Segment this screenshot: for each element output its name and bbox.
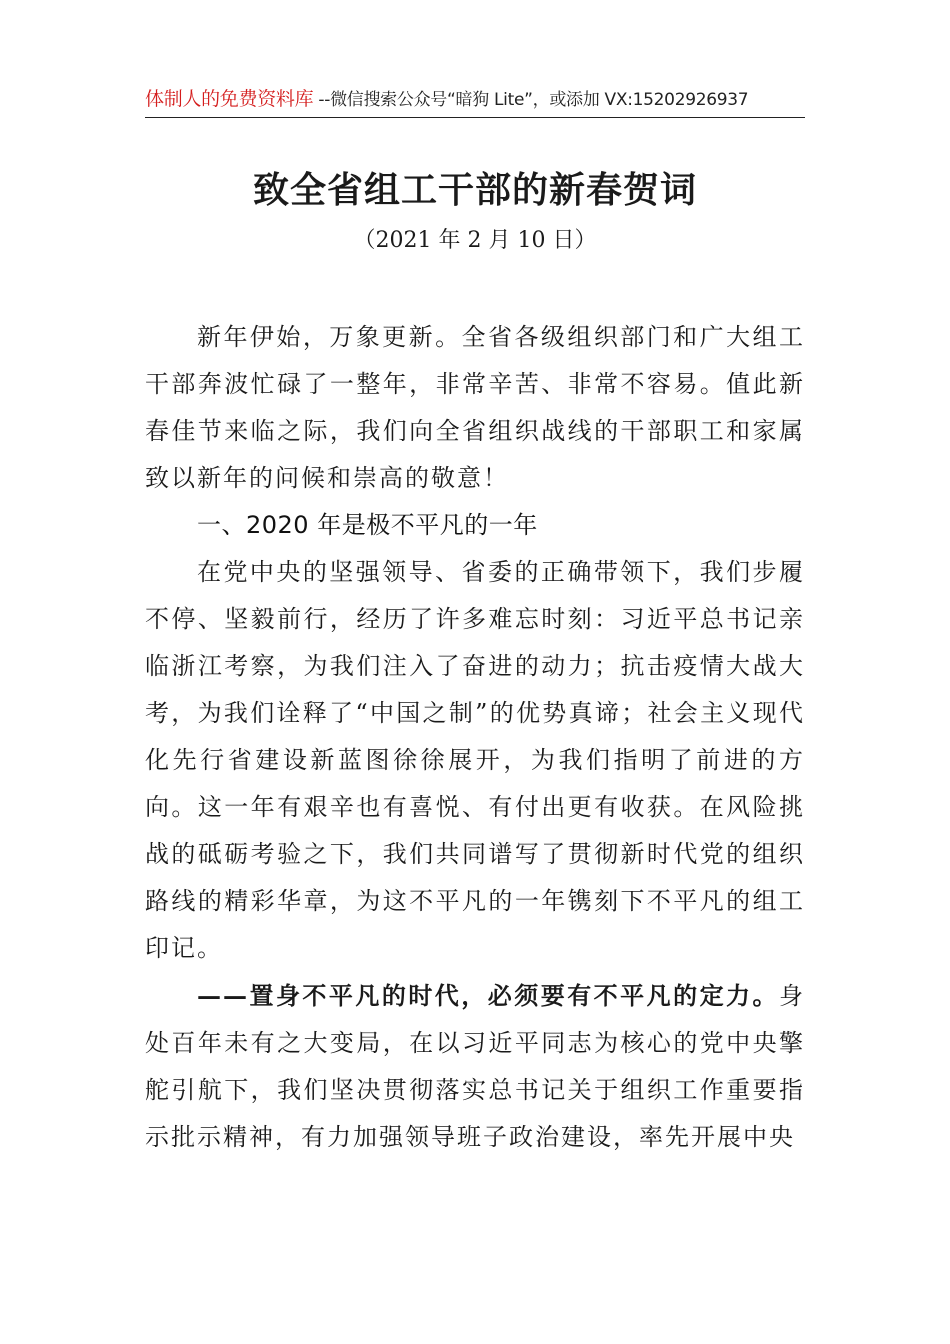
document-title: 致全省组工干部的新春贺词	[252, 169, 697, 211]
header-brand: 体制人的免费资料库	[145, 88, 314, 110]
subsection-text: 身处百年未有之大变局，在以习近平同志为核心的党中央擎舵引航下，我们坚决贯彻落实总书记关于组织工作重要指示批示精神，有力加强领导班子政治建设，率先开展中央	[145, 982, 805, 1151]
page-header	[145, 84, 805, 114]
section-heading: 一、2020 年是极不平凡的一年	[197, 511, 538, 539]
header-divider	[145, 117, 805, 118]
header-contact: --微信搜索公众号“暗狗 Lite”，或添加 VX:15202926937	[313, 90, 749, 110]
document-body	[145, 314, 805, 1161]
document-date: （2021 年 2 月 10 日）	[353, 228, 597, 253]
paragraph-subsection	[145, 972, 805, 1161]
paragraph-greeting: 新年伊始，万象更新。全省各级组织部门和广大组工干部奔波忙碌了一整年，非常辛苦、非常不容易。值此新春佳节来临之际，我们向全省组织战线的干部职工和家属致以新年的问候和崇高的敬意！	[145, 323, 805, 492]
subsection-lead: ——置身不平凡的时代，必须要有不平凡的定力。	[197, 981, 779, 1010]
paragraph-review: 在党中央的坚强领导、省委的正确带领下，我们步履不停、坚毅前行，经历了许多难忘时刻：习近平总书记亲临浙江考察，为我们注入了奋进的动力；抗击疫情大战大考，为我们诠释了“中国之制”的优势真谛；社会主义现代化先行省建设新蓝图徐徐展开，为我们指明了前进的方向。这一年有艰辛也有喜悦、有付出更有收获。在风险挑战的砥砺考验之下，我们共同谱写了贯彻新时代党的组织路线的精彩华章，为这不平凡的一年镌刻下不平凡的组工印记。	[145, 558, 805, 962]
